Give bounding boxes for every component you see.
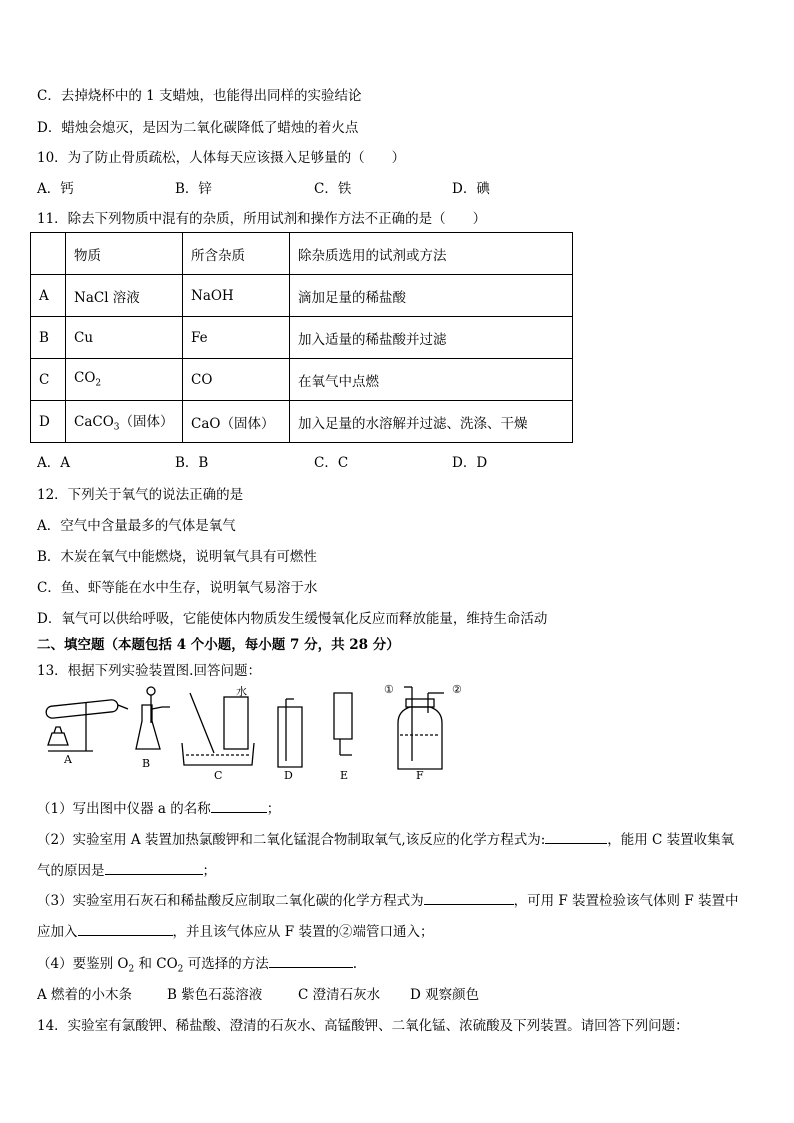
row-method: 滴加足量的稀盐酸: [290, 275, 573, 317]
question-11-options: [37, 451, 737, 471]
table-header-cell: [31, 233, 66, 275]
q10-option-d: D．碘: [452, 181, 490, 197]
row-impurity: CaO（固体）: [183, 401, 290, 443]
q13-option-d: D 观察颜色: [410, 987, 480, 1003]
row-impurity: NaOH: [183, 275, 290, 317]
row-substance: CaCO$_3$（固体）: [66, 401, 183, 443]
figure-label-a: A: [64, 753, 72, 766]
q13-option-a: A 燃着的小木条: [37, 987, 133, 1003]
q12-option-c: C．鱼、虾等能在水中生存，说明氧气易溶于水: [37, 580, 318, 596]
row-substance: Cu: [66, 317, 183, 359]
table-header-cell: 所含杂质: [183, 233, 290, 275]
q13-part-3-cont: 应加入 ，并且该气体应从 F 装置的②端管口通入；: [37, 924, 434, 940]
answer-blank[interactable]: [211, 799, 267, 813]
table-header-cell: 物质: [66, 233, 183, 275]
question-13: 13．根据下列实验装置图.回答问题：: [37, 663, 261, 679]
q12-option-b: B．木炭在氧气中能燃烧，说明氧气具有可燃性: [37, 549, 317, 565]
q13-part-4: （4）要鉴别 $O_2$ 和 $CO_2$ 可选择的方法 .: [37, 956, 357, 975]
q13-part-3: （3）实验室用石灰石和稀盐酸反应制取二氧化碳的化学方程式为 ，可用 F 装置检验该气体则 F 装置中: [37, 893, 739, 909]
row-method: 在氧气中点燃: [290, 359, 573, 401]
q10-option-b: B．锌: [175, 181, 212, 197]
figure-label-d: D: [284, 769, 293, 782]
row-substance: NaCl 溶液: [66, 275, 183, 317]
table-row: [31, 359, 573, 401]
figure-label-e: E: [340, 769, 349, 782]
question-10: 10．为了防止骨质疏松，人体每天应该摄入足够量的（ ）: [37, 150, 406, 166]
question-14: 14．实验室有氯酸钾、稀盐酸、澄清的石灰水、高锰酸钾、二氧化锰、浓硫酸及下列装置。请回答下列问题：: [37, 1018, 689, 1034]
figure-label-c: C: [214, 769, 223, 782]
row-impurity: CO: [183, 359, 290, 401]
q10-option-a: A．钙: [37, 181, 74, 197]
row-impurity: Fe: [183, 317, 290, 359]
option-c-previous: C．去掉烧杯中的 1 支蜡烛，也能得出同样的实验结论: [37, 88, 362, 104]
table-row: [31, 275, 573, 317]
answer-blank[interactable]: [78, 922, 173, 936]
option-d-previous: D．蜡烛会熄灭，是因为二氧化碳降低了蜡烛的着火点: [37, 120, 359, 136]
impurity-table: [30, 232, 573, 443]
q13-part-1: （1）写出图中仪器 a 的名称 ；: [37, 801, 281, 817]
answer-blank[interactable]: [424, 891, 514, 905]
answer-blank[interactable]: [105, 861, 203, 875]
table-row: [31, 317, 573, 359]
answer-blank[interactable]: [545, 830, 607, 844]
table-header-cell: 除杂质选用的试剂或方法: [290, 233, 573, 275]
row-label: A: [31, 275, 66, 317]
q13-option-b: B 紫色石蕊溶液: [167, 987, 263, 1003]
row-label: D: [31, 401, 66, 443]
answer-blank[interactable]: [269, 954, 353, 968]
q11-option-a: A．A: [37, 455, 70, 471]
section-heading: 二、填空题（本题包括 4 个小题，每小题 7 分，共 28 分）: [37, 637, 400, 653]
q13-part-4-options: [37, 983, 737, 1003]
table-header-row: [31, 233, 573, 275]
q13-option-c: C 澄清石灰水: [298, 987, 381, 1003]
q10-option-c: C．铁: [314, 181, 352, 197]
q12-option-d: D．氧气可以供给呼吸，它能使体内物质发生缓慢氧化反应而释放能量，维持生命活动: [37, 611, 548, 627]
figure-label-circ1: ①: [384, 683, 394, 696]
q12-option-a: A．空气中含量最多的气体是氧气: [37, 518, 236, 534]
q11-option-d: D．D: [452, 455, 488, 471]
q11-option-c: C．C: [314, 455, 349, 471]
q13-part-2: （2）实验室用 A 装置加热氯酸钾和二氧化锰混合物制取氧气,该反应的化学方程式为: ，能用 C 装置收集氧: [37, 832, 735, 848]
question-10-options: [37, 177, 737, 197]
figure-label-f: F: [416, 769, 424, 782]
q13-part-2-cont: 气的原因是 ；: [37, 863, 216, 879]
row-method: 加入足量的水溶解并过滤、洗涤、干燥: [290, 401, 573, 443]
row-label: C: [31, 359, 66, 401]
figure-label-b: B: [142, 757, 151, 770]
apparatus-figure: [38, 683, 480, 783]
question-11: 11．除去下列物质中混有的杂质，所用试剂和操作方法不正确的是（ ）: [37, 211, 487, 227]
row-label: B: [31, 317, 66, 359]
figure-label-water: 水: [236, 685, 247, 698]
figure-label-circ2: ②: [452, 683, 462, 696]
row-substance: $CO_2$: [66, 359, 183, 401]
row-method: 加入适量的稀盐酸并过滤: [290, 317, 573, 359]
q11-option-b: B．B: [175, 455, 209, 471]
question-12: 12．下列关于氧气的说法正确的是: [37, 487, 244, 503]
table-row: [31, 401, 573, 443]
